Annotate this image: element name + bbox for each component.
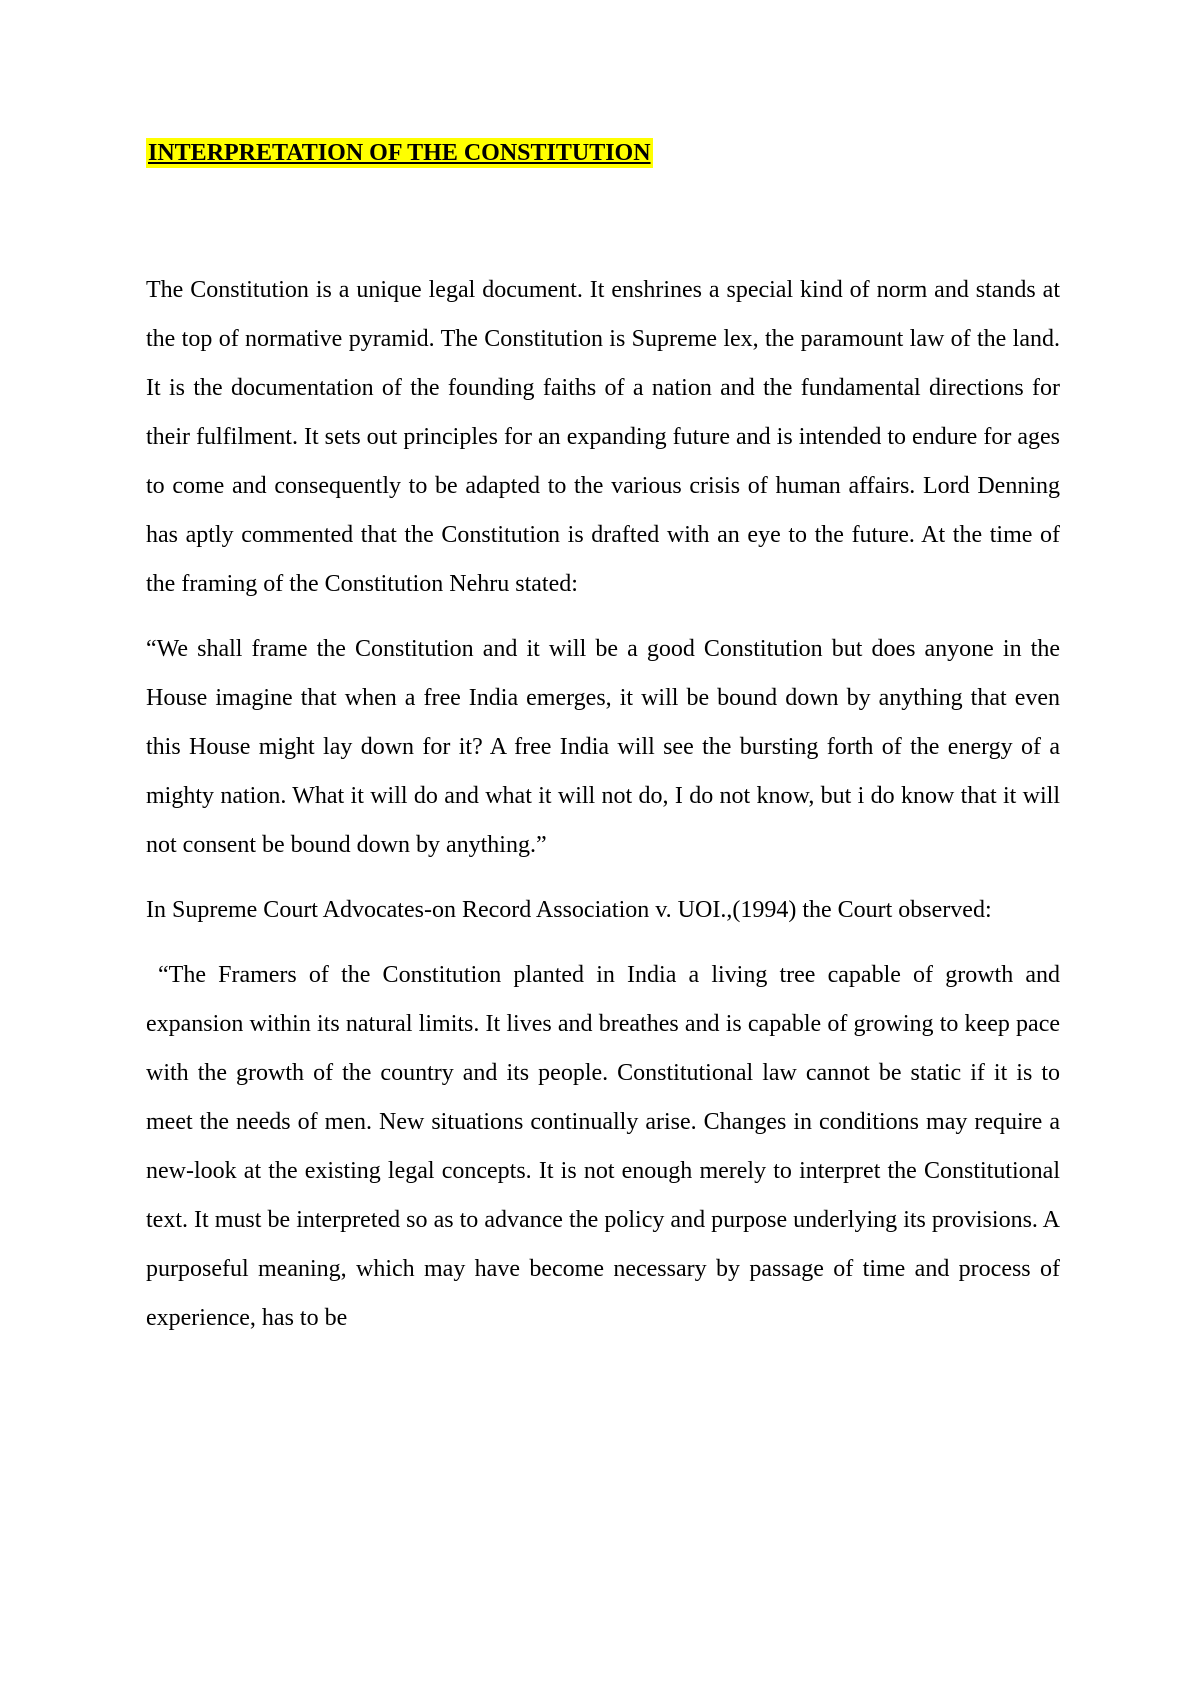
paragraph-nehru-quote: “We shall frame the Constitution and it will be a good Constitution but does anyone in the House imagine that when a free India emerges, it will be bound down by anything that even this House might lay down for it? A free India will see the bursting forth of the energy of a mighty nation. What it will do and what it will not do, I do not know, but i do know that it will not consent be bound down by anything.” [146,636,1060,858]
paragraph-court-quote: “The Framers of the Constitution planted in India a living tree capable of growth and expansion within its natural limits. It lives and breathes and is capable of growing to keep pace with the growth of the country and its people. Constitutional law cannot be static if it is to meet the needs of men. New situations continually arise. Changes in conditions may require a new-look at the existing legal concepts. It is not enough merely to interpret the Constitutional text. It must be interpreted so as to advance the policy and purpose underlying its provisions. A purposeful meaning, which may have become necessary by passage of time and process of experience, has to be [146,962,1060,1331]
paragraph-case-citation: In Supreme Court Advocates-on Record Association v. UOI.,(1994) the Court observed: [146,897,992,923]
document-body [146,138,1060,1343]
paragraph-intro: The Constitution is a unique legal document. It enshrines a special kind of norm and stands at the top of normative pyramid. The Constitution is Supreme lex, the paramount law of the land. It is the documentation of the founding faiths of a nation and the fundamental directions for their fulfilment. It sets out principles for an expanding future and is intended to endure for ages to come and consequently to be adapted to the various crisis of human affairs. Lord Denning has aptly commented that the Constitution is drafted with an eye to the future. At the time of the framing of the Constitution Nehru stated: [146,277,1060,597]
title-wrapper [146,138,1060,168]
document-title: INTERPRETATION OF THE CONSTITUTION [148,140,651,166]
